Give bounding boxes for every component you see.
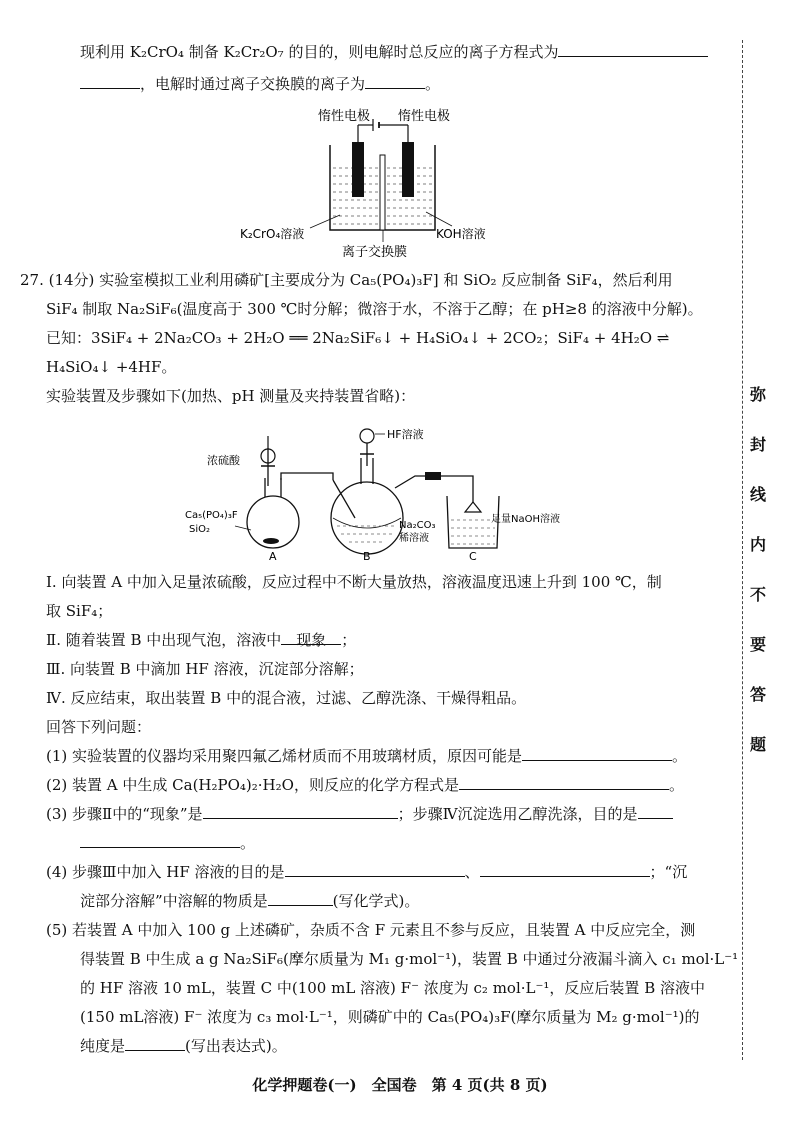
step-1a: Ⅰ. 向装置 A 中加入足量浓硫酸，反应过程中不断大量放热，溶液温度迅速上升到 100 ℃，制 — [46, 573, 662, 591]
answer-blank[interactable] — [459, 775, 669, 790]
label-membrane: 离子交换膜 — [342, 245, 408, 260]
q27-line4: H₄SiO₄↓ +4HF。 — [46, 358, 177, 376]
line-1 — [80, 42, 708, 62]
label-ore: Ca₅(PO₄)₃F — [185, 510, 238, 521]
label-electrode-right: 惰性电极 — [398, 109, 451, 124]
step-1b: 取 SiF₄； — [46, 602, 113, 620]
text-l1a: 现利用 K₂CrO₄ 制备 K₂Cr₂O₇ 的目的，则电解时总反应的离子方程式为 — [80, 43, 559, 61]
line-2: ，电解时通过离子交换膜的离子为 。 — [80, 74, 440, 94]
label-sio2: SiO₂ — [189, 524, 211, 535]
sub-q4-cont: 淀部分溶解”中溶解的物质是 (写化学式)。 — [80, 892, 420, 910]
answer-blank[interactable]: 现象 — [281, 630, 341, 645]
sub-q5-b: 得装置 B 中生成 a g Na₂SiF₆(摩尔质量为 M₁ g·mol⁻¹)，装置 B 中通过分液漏斗滴入 c₁ mol·L⁻¹ — [80, 950, 739, 968]
label-naoh: 足量NaOH溶液 — [491, 514, 560, 525]
q27-line5: 实验装置及步骤如下(加热、pH 测量及夹持装置省略)： — [46, 387, 416, 405]
label-electrode-left: 惰性电极 — [318, 109, 371, 124]
ask-line: 回答下列问题： — [46, 718, 152, 736]
label-acid: 浓硫酸 — [207, 454, 240, 467]
answer-blank[interactable] — [365, 74, 425, 89]
label-c: C — [469, 550, 477, 563]
sub-q5-e: 纯度是 (写出表达式)。 — [80, 1037, 287, 1055]
step-4: Ⅳ. 反应结束，取出装置 B 中的混合液，过滤、乙醇洗涤、干燥得粗品。 — [46, 689, 527, 707]
answer-blank[interactable] — [558, 42, 708, 57]
label-b: B — [363, 550, 371, 563]
label-dilute: 稀溶液 — [399, 533, 429, 544]
answer-blank[interactable] — [203, 804, 398, 819]
left-electrode — [352, 142, 364, 197]
right-electrode — [402, 142, 414, 197]
answer-blank[interactable] — [80, 833, 240, 848]
sub-q3: (3) 步骤Ⅱ中的“现象”是 ；步骤Ⅳ沉淀选用乙醇洗涤，目的是 — [46, 804, 673, 824]
sub-q3-cont: 。 — [80, 833, 255, 853]
step-3: Ⅲ. 向装置 B 中滴加 HF 溶液，沉淀部分溶解； — [46, 660, 364, 678]
sub-q5-c: 的 HF 溶液 10 mL，装置 C 中(100 mL 溶液) F⁻ 浓度为 c₂ mol·L⁻¹，反应后装置 B 溶液中 — [80, 979, 705, 997]
ion-membrane — [380, 155, 385, 230]
label-koh: KOH溶液 — [436, 227, 486, 241]
step-2: Ⅱ. 随着装置 B 中出现气泡，溶液中 现象 ； — [46, 631, 357, 649]
answer-blank[interactable] — [125, 1036, 185, 1051]
label-hf: HF溶液 — [387, 428, 424, 441]
q27-line3: 已知：3SiF₄ + 2Na₂CO₃ + 2H₂O ══ 2Na₂SiF₆↓ + H₄SiO₄↓ + 2CO₂；SiF₄ + 4H₂O ⇌ — [46, 329, 670, 347]
sub-q5-a: (5) 若装置 A 中加入 100 g 上述磷矿，杂质不含 F 元素且不参与反应，且装置 A 中反应完全，测 — [46, 921, 696, 939]
answer-blank[interactable] — [522, 746, 672, 761]
sub-q2: (2) 装置 A 中生成 Ca(H₂PO₄)₂·H₂O，则反应的化学方程式是 。 — [46, 776, 684, 794]
sub-q1: (1) 实验装置的仪器均采用聚四氟乙烯材质而不用玻璃材质，原因可能是 。 — [46, 747, 688, 765]
q27-line1: 27. (14分) 实验室模拟工业利用磷矿[主要成分为 Ca₅(PO₄)₃F] 和 SiO₂ 反应制备 SiF₄，然后利用 — [20, 271, 673, 289]
binding-warning: 弥 封 线 内 不 要 答 题 — [749, 385, 766, 754]
label-na2co3: Na₂CO₃ — [399, 520, 436, 531]
sub-q5-d: (150 mL溶液) F⁻ 浓度为 c₃ mol·L⁻¹，则磷矿中的 Ca₅(PO₄)₃F(摩尔质量为 M₂ g·mol⁻¹)的 — [80, 1008, 700, 1026]
sub-q4: (4) 步骤Ⅲ中加入 HF 溶液的目的是 、 ；“沉 — [46, 863, 688, 881]
answer-blank[interactable] — [268, 891, 333, 906]
page-footer: 化学押题卷(一) 全国卷 第 4 页(共 8 页) — [252, 1076, 548, 1094]
label-k2cro4: K₂CrO₄溶液 — [240, 227, 305, 241]
answer-blank[interactable] — [638, 804, 673, 819]
flask-b — [331, 482, 403, 554]
binding-line — [742, 40, 743, 1060]
answer-blank[interactable] — [285, 862, 465, 877]
apparatus-diagram — [185, 418, 605, 568]
electrolysis-diagram — [240, 100, 530, 260]
answer-blank[interactable] — [480, 862, 650, 877]
answer-blank[interactable] — [80, 74, 140, 89]
q27-line2: SiF₄ 制取 Na₂SiF₆(温度高于 300 ℃时分解；微溶于水，不溶于乙醇；在 pH≥8 的溶液中分解)。 — [46, 300, 703, 318]
label-a: A — [269, 550, 277, 563]
